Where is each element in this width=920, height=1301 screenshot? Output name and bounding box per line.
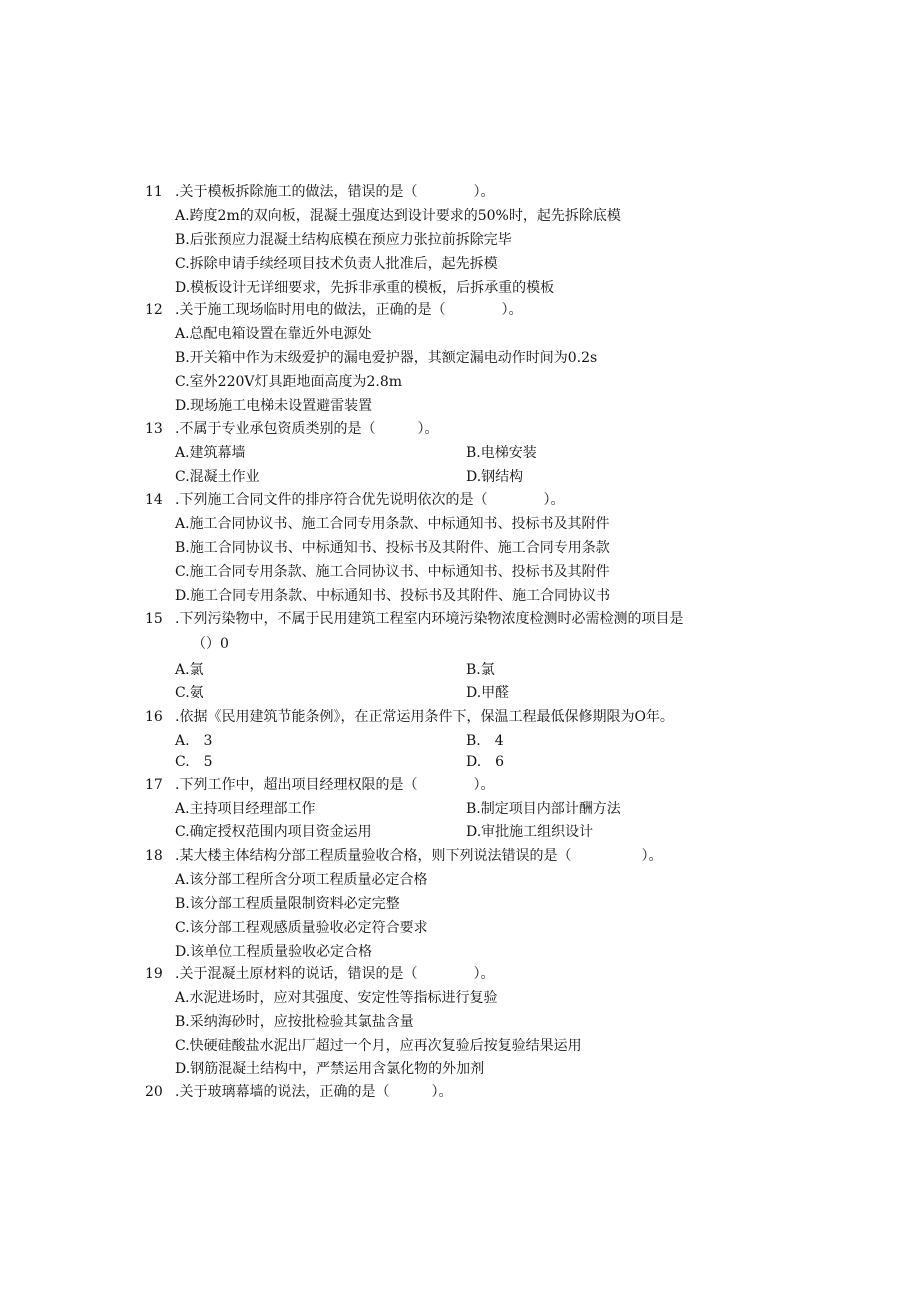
question-text-continued: （）0 [192, 636, 229, 652]
option-a: A.水泥进场时，应对其强度、安定性等指标进行复验 [175, 990, 498, 1006]
option-a: A.建筑幕墙 [175, 445, 246, 461]
option-a: A.氯 [175, 662, 204, 678]
question-number: 18 [145, 848, 163, 864]
question-number: 17 [145, 777, 163, 793]
option-a: A.总配电箱设置在靠近外电源处 [175, 326, 372, 342]
option-d: D.甲醛 [466, 685, 510, 701]
question-text: .关于混凝土原材料的说话，错误的是（ ）。 [175, 966, 495, 982]
option-b: B.开关箱中作为末级爱护的漏电爱护器，其额定漏电动作时间为0.2s [175, 350, 598, 366]
question-text: .不属于专业承包资质类别的是（ ）。 [175, 421, 439, 437]
option-c: C.快硬硅酸盐水泥出厂超过一个月，应再次复验后按复验结果运用 [175, 1038, 582, 1054]
option-b: B.采纳海砂时，应按批检验其氯盐含量 [175, 1014, 414, 1030]
question-text: .下列污染物中，不属于民用建筑工程室内环境污染物浓度检测时必需检测的项目是 [175, 611, 684, 627]
question-text: .下列施工合同文件的排序符合优先说明依次的是（ ）。 [175, 492, 565, 508]
option-d: D.施工合同专用条款、中标通知书、投标书及其附件、施工合同协议书 [175, 588, 611, 604]
option-c: C.氨 [175, 685, 204, 701]
option-b: B.施工合同协议书、中标通知书、投标书及其附件、施工合同专用条款 [175, 540, 610, 556]
option-d: D.该单位工程质量验收必定合格 [175, 944, 373, 960]
question-number: 20 [145, 1084, 163, 1100]
option-a: A. 3 [175, 733, 213, 749]
question-number: 19 [145, 966, 163, 982]
option-b: B.制定项目内部计酬方法 [466, 801, 621, 817]
question-number: 14 [145, 492, 163, 508]
option-a: A.跨度2m的双向板，混凝土强度达到设计要求的50%时，起先拆除底模 [175, 208, 621, 224]
option-b: B. 4 [466, 733, 504, 749]
option-d: D.钢筋混凝土结构中，严禁运用含氯化物的外加剂 [175, 1061, 485, 1077]
option-c: C.室外220V灯具距地面高度为2.8m [175, 374, 403, 390]
option-b: B.氯 [466, 662, 495, 678]
option-c: C.施工合同专用条款、施工合同协议书、中标通知书、投标书及其附件 [175, 564, 610, 580]
question-text: .关于玻璃幕墙的说法，正确的是（ ）。 [175, 1084, 453, 1100]
question-number: 15 [145, 611, 163, 627]
option-c: C.确定授权范围内项目资金运用 [175, 824, 372, 840]
option-a: A.施工合同协议书、施工合同专用条款、中标通知书、投标书及其附件 [175, 516, 610, 532]
option-b: B.电梯安装 [466, 445, 537, 461]
question-number: 12 [145, 302, 163, 318]
question-number: 11 [145, 184, 163, 200]
option-a: A.主持项目经理部工作 [175, 801, 316, 817]
option-c: C.拆除申请手续经项目技术负责人批准后，起先拆模 [175, 256, 498, 272]
question-number: 13 [145, 421, 163, 437]
option-b: B.该分部工程质量限制资料必定完整 [175, 896, 400, 912]
option-d: D. 6 [466, 754, 505, 770]
question-text: .下列工作中，超出项目经理权限的是（ ）。 [175, 777, 495, 793]
option-a: A.该分部工程所含分项工程质量必定合格 [175, 872, 428, 888]
option-d: D.现场施工电梯未设置避雷装置 [175, 398, 373, 414]
question-text: .某大楼主体结构分部工程质量验收合格，则下列说法错误的是（ ）。 [175, 848, 663, 864]
question-number: 16 [145, 709, 163, 725]
option-d: D.审批施工组织设计 [466, 824, 594, 840]
option-c: C. 5 [175, 754, 213, 770]
question-text: .依据《民用建筑节能条例》，在正常运用条件下，保温工程最低保修期限为O年。 [175, 709, 674, 725]
option-d: D.钢结构 [466, 469, 524, 485]
option-d: D.模板设计无详细要求，先拆非承重的模板，后拆承重的模板 [175, 280, 555, 296]
option-c: C.混凝土作业 [175, 469, 260, 485]
question-text: .关于模板拆除施工的做法，错误的是（ ）。 [175, 184, 495, 200]
option-c: C.该分部工程观感质量验收必定符合要求 [175, 920, 428, 936]
option-b: B.后张预应力混凝土结构底模在预应力张拉前拆除完毕 [175, 232, 512, 248]
question-text: .关于施工现场临时用电的做法，正确的是（ ）。 [175, 302, 523, 318]
